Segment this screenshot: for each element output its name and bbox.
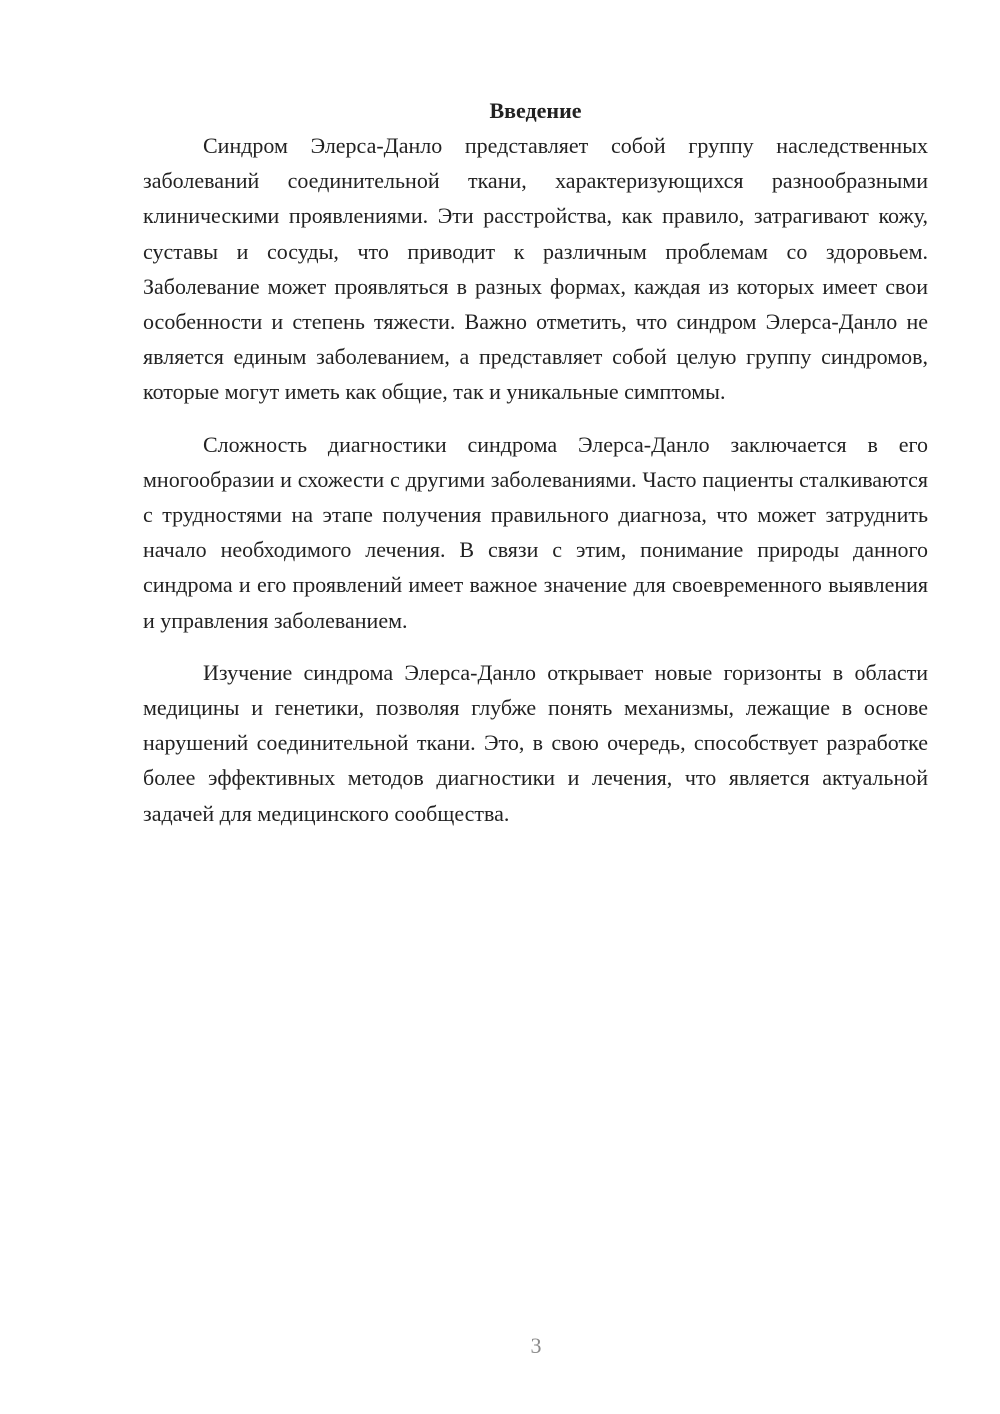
- paragraph-1: Синдром Элерса-Данло представляет собой группу наследственных заболеваний соединительной ткани, характеризующихся разнообразными клиническими проявлениями. Эти расстройства, как правило, затрагивают кожу, суставы и сосуды, что приводит к различным проблемам со здоровьем. Заболевание может проявляться в разных формах, каждая из которых имеет свои особенности и степень тяжести. Важно отметить, что синдром Элерса-Данло не является единым заболеванием, а представляет собой целую группу синдромов, которые могут иметь как общие, так и уникальные симптомы.: [143, 133, 928, 405]
- paragraph-3: Изучение синдрома Элерса-Данло открывает новые горизонты в области медицины и генетики, позволяя глубже понять механизмы, лежащие в основе нарушений соединительной ткани. Это, в свою очередь, способствует разработке более эффективных методов диагностики и лечения, что является актуальной задачей для медицинского сообщества.: [143, 659, 928, 826]
- section-heading: Введение: [489, 98, 582, 123]
- page-content: [143, 93, 928, 831]
- paragraph-2: Сложность диагностики синдрома Элерса-Данло заключается в его многообразии и схожести с другими заболеваниями. Часто пациенты сталкиваются с трудностями на этапе получения правильного диагноза, что может затруднить начало необходимого лечения. В связи с этим, понимание природы данного синдрома и его проявлений имеет важное значение для своевременного выявления и управления заболеванием.: [143, 431, 928, 633]
- page-number: 3: [530, 1333, 542, 1358]
